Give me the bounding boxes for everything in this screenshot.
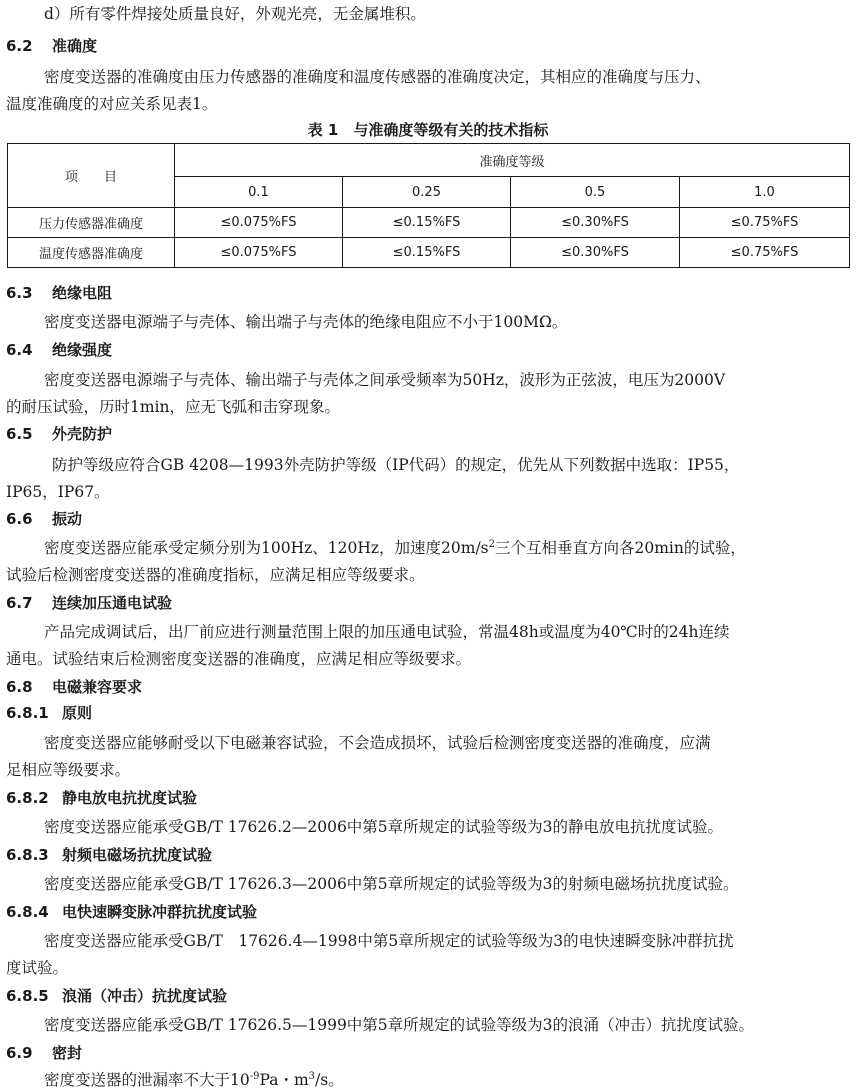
paragraph-line	[0, 1070, 856, 1090]
text-run: 三个互相垂直方向各20min的试验，	[495, 539, 746, 557]
section-6-9-heading	[6, 1043, 82, 1063]
table-cell: ≤0.15%FS	[343, 208, 511, 238]
section-title: 外壳防护	[52, 425, 113, 443]
section-title: 绝缘强度	[52, 341, 113, 359]
superscript: -9	[249, 1070, 260, 1082]
text-run: /s。	[315, 1071, 344, 1089]
superscript: 2	[488, 538, 496, 550]
section-number: 6.8	[6, 678, 33, 696]
section-title: 射频电磁场抗扰度试验	[62, 846, 213, 864]
section-6-7-heading	[6, 593, 172, 613]
table-row-label: 温度传感器准确度	[8, 238, 175, 268]
text-run: 密度变送器的泄漏率不大于10	[44, 1071, 250, 1089]
section-6-8-5-heading	[6, 986, 227, 1006]
table-header-grade: 0.5	[511, 177, 680, 208]
table-header-grade: 1.0	[680, 177, 850, 208]
section-number: 6.8.5	[6, 987, 49, 1005]
table-caption: 表 1 与准确度等级有关的技术指标	[307, 121, 549, 139]
section-number: 6.6	[6, 510, 33, 528]
section-6-2-heading	[6, 36, 97, 56]
section-6-6-heading	[6, 509, 82, 529]
section-6-8-4-heading	[6, 902, 257, 922]
paragraph-line: 的耐压试验，历时1min，应无飞弧和击穿现象。	[6, 398, 341, 416]
paragraph-line: 密度变送器电源端子与壳体、输出端子与壳体的绝缘电阻应不小于100MΩ。	[44, 313, 568, 331]
table-header-grade: 0.1	[175, 177, 343, 208]
section-6-8-3-heading	[6, 845, 212, 865]
section-title: 绝缘电阻	[52, 284, 113, 302]
table-header-grade-group: 准确度等级	[175, 144, 850, 177]
paragraph-line: 试验后检测密度变送器的准确度指标，应满足相应等级要求。	[6, 566, 425, 584]
paragraph-line: 密度变送器应能承受GB/T 17626.3—2006中第5章所规定的试验等级为3的射频电磁场抗扰度试验。	[44, 875, 739, 893]
section-6-8-heading	[6, 677, 142, 697]
paragraph-line: 密度变送器电源端子与壳体、输出端子与壳体之间承受频率为50Hz，波形为正弦波，电压为2000V	[44, 371, 726, 389]
section-title: 密封	[52, 1044, 83, 1062]
paragraph-line: 密度变送器应能够耐受以下电磁兼容试验，不会造成损坏，试验后检测密度变送器的准确度，应满	[44, 734, 711, 752]
accuracy-table	[7, 143, 850, 268]
paragraph-line: IP65，IP67。	[6, 483, 110, 501]
table-row-label: 压力传感器准确度	[8, 208, 175, 238]
text-run: 密度变送器应能承受定频分别为100Hz、120Hz，加速度20m/s	[44, 539, 489, 557]
section-number: 6.3	[6, 284, 33, 302]
section-number: 6.8.3	[6, 846, 49, 864]
paragraph-line: 通电。试验结束后检测密度变送器的准确度，应满足相应等级要求。	[6, 650, 472, 668]
table-cell: ≤0.075%FS	[175, 238, 343, 268]
paragraph-line: 产品完成调试后，出厂前应进行测量范围上限的加压通电试验，常温48h或温度为40℃时的24h连续	[44, 623, 730, 641]
paragraph-line: 度试验。	[6, 959, 69, 977]
item-d-line: d）所有零件焊接处质量良好，外观光亮，无金属堆积。	[44, 5, 426, 23]
section-title: 电快速瞬变脉冲群抗扰度试验	[62, 903, 258, 921]
section-6-4-heading	[6, 340, 112, 360]
paragraph-line: 足相应等级要求。	[6, 761, 131, 779]
section-6-3-heading	[6, 283, 112, 303]
paragraph-line: 密度变送器应能承受GB/T 17626.4—1998中第5章所规定的试验等级为3的电快速瞬变脉冲群抗扰	[44, 932, 734, 950]
table-cell: ≤0.30%FS	[511, 238, 680, 268]
section-number: 6.4	[6, 341, 33, 359]
table-cell: ≤0.30%FS	[511, 208, 680, 238]
section-number: 6.8.1	[6, 704, 49, 722]
section-number: 6.8.2	[6, 789, 49, 807]
section-title: 原则	[62, 704, 93, 722]
section-title: 电磁兼容要求	[52, 678, 143, 696]
section-title: 振动	[52, 510, 83, 528]
paragraph-line	[0, 538, 856, 558]
table-cell: ≤0.075%FS	[175, 208, 343, 238]
table-cell: ≤0.75%FS	[680, 208, 850, 238]
paragraph-line: 密度变送器应能承受GB/T 17626.5—1999中第5章所规定的试验等级为3的浪涌（冲击）抗扰度试验。	[44, 1016, 755, 1034]
section-number: 6.7	[6, 594, 33, 612]
section-number: 6.5	[6, 425, 33, 443]
table-header-item: 项 目	[8, 144, 175, 208]
section-6-5-heading	[6, 424, 112, 444]
table-header-grade: 0.25	[343, 177, 511, 208]
paragraph-line: 温度准确度的对应关系见表1。	[6, 95, 218, 113]
table-row	[8, 238, 850, 268]
section-number: 6.8.4	[6, 903, 49, 921]
table-cell: ≤0.15%FS	[343, 238, 511, 268]
paragraph-line: 防护等级应符合GB 4208—1993外壳防护等级（IP代码）的规定，优先从下列数据中选取：IP55，	[52, 456, 740, 474]
section-title: 静电放电抗扰度试验	[62, 789, 198, 807]
text-run: Pa・m	[259, 1071, 309, 1089]
table-row	[8, 208, 850, 238]
section-6-8-2-heading	[6, 788, 197, 808]
section-6-8-1-heading	[6, 703, 92, 723]
superscript: 3	[308, 1070, 316, 1082]
paragraph-line: 密度变送器应能承受GB/T 17626.2—2006中第5章所规定的试验等级为3的静电放电抗扰度试验。	[44, 818, 724, 836]
section-title: 连续加压通电试验	[52, 594, 173, 612]
section-title: 准确度	[52, 37, 98, 55]
table-cell: ≤0.75%FS	[680, 238, 850, 268]
section-title: 浪涌（冲击）抗扰度试验	[62, 987, 228, 1005]
section-number: 6.9	[6, 1044, 33, 1062]
section-number: 6.2	[6, 37, 33, 55]
paragraph-line: 密度变送器的准确度由压力传感器的准确度和温度传感器的准确度决定，其相应的准确度与压力、	[44, 68, 711, 86]
